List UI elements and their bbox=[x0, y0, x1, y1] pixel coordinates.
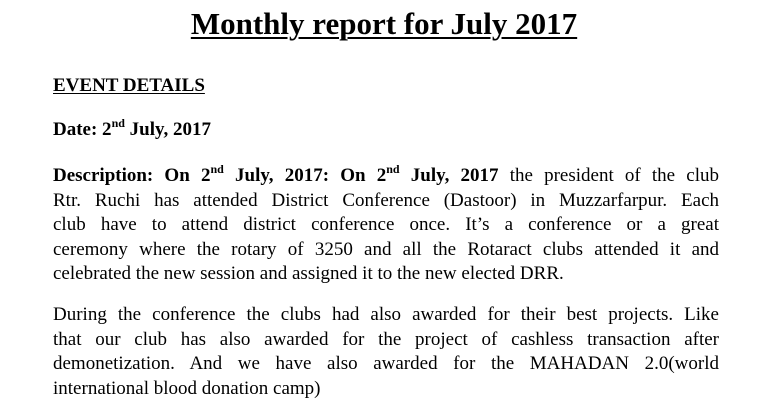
event-date-label: Date: 2 bbox=[53, 119, 112, 140]
awards-paragraph bbox=[53, 303, 719, 401]
awards-line-3: demonetization. And we have also awarded for the MAHADAN 2.0(world bbox=[53, 353, 719, 375]
section-heading: EVENT DETAILS bbox=[53, 75, 205, 96]
description-line-1 bbox=[53, 161, 719, 189]
awards-line-4: international blood donation camp) bbox=[53, 377, 321, 399]
page-title-text: Monthly report for July 2017 bbox=[190, 6, 578, 41]
description-line-2: Rtr. Ruchi has attended District Conference (Dastoor) in Muzzarfarpur. Each bbox=[53, 189, 719, 211]
description-paragraph bbox=[53, 161, 719, 287]
event-date-value: July, 2017 bbox=[124, 119, 211, 140]
awards-line-1: During the conference the clubs had also awarded for their best projects. Like bbox=[53, 304, 719, 325]
event-date bbox=[53, 115, 211, 142]
description-label: Description: On 2nd July, 2017: On 2nd July, 2017 bbox=[53, 161, 499, 186]
description-line-3: club have to attend district conference once. It’s a conference or a great bbox=[53, 214, 719, 236]
description-line-4: ceremony where the rotary of 3250 and all the Rotaract clubs attended it and bbox=[53, 238, 719, 260]
event-date-suffix: nd bbox=[111, 115, 125, 130]
page-title bbox=[0, 4, 768, 44]
description-line-1-rest: the president of the club bbox=[498, 165, 719, 186]
awards-line-2: that our club has also awarded for the project of cashless transaction after bbox=[53, 328, 719, 350]
description-line-5: celebrated the new session and assigned it to the new elected DRR. bbox=[53, 263, 564, 285]
